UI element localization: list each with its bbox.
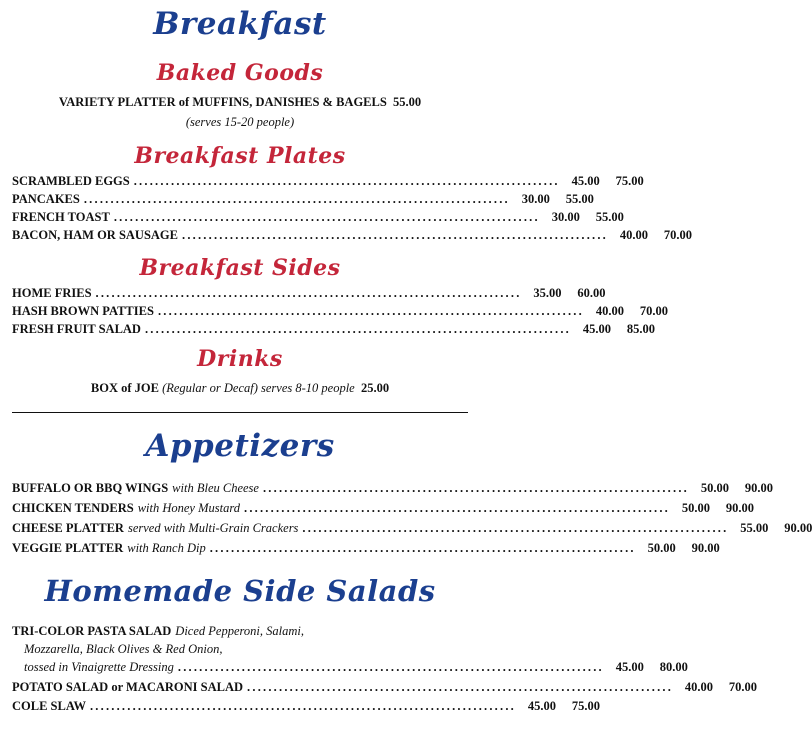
price-large: 55.00 [565, 192, 594, 206]
item-name: FRENCH TOAST [12, 210, 110, 224]
variety-platter-line [0, 95, 480, 110]
price-small: 45.00 [527, 699, 556, 713]
item-desc: with Honey Mustard [137, 501, 240, 515]
leader-dots: ................................................................................ [247, 680, 674, 694]
breakfast-sides-title: Breakfast Sides [139, 255, 341, 281]
baked-goods-title: Baked Goods [156, 60, 324, 86]
menu-row [12, 286, 606, 302]
menu-row [12, 699, 600, 715]
item-desc: Diced Pepperoni, Salami, [175, 624, 304, 638]
price-large: 70.00 [663, 228, 692, 242]
price-small: 30.00 [521, 192, 550, 206]
price-small: 50.00 [681, 501, 710, 515]
item-desc: tossed in Vinaigrette Dressing [24, 660, 174, 674]
menu-row [12, 228, 692, 244]
leader-dots: ................................................................................ [157, 304, 584, 318]
price-large: 70.00 [728, 680, 758, 694]
item-desc: served with Multi-Grain Crackers [127, 521, 299, 535]
item-desc: with Bleu Cheese [172, 481, 259, 495]
leader-dots: ................................................................................ [177, 660, 604, 674]
breakfast-title: Breakfast [153, 6, 327, 42]
menu-row [12, 210, 624, 226]
item-name: BUFFALO OR BBQ WINGS [12, 481, 169, 495]
item-name: PANCAKES [12, 192, 80, 206]
box-of-joe-name: BOX of JOE [90, 381, 159, 395]
leader-dots: ................................................................................ [262, 481, 689, 495]
variety-platter-note: (serves 15-20 people) [185, 115, 295, 129]
item-desc: with Ranch Dip [127, 541, 206, 555]
price-large: 90.00 [691, 541, 720, 555]
price-small: 35.00 [533, 286, 562, 300]
leader-dots: ................................................................................ [95, 286, 522, 300]
price-large: 90.00 [744, 481, 773, 495]
leader-dots: ................................................................................ [302, 521, 729, 535]
price-small: 45.00 [615, 660, 644, 674]
item-name: TRI-COLOR PASTA SALAD [12, 624, 172, 638]
drinks-title: Drinks [197, 346, 283, 372]
price-large: 70.00 [639, 304, 668, 318]
item-name: CHEESE PLATTER [12, 521, 124, 535]
item-name: CHICKEN TENDERS [12, 501, 134, 515]
section-divider [12, 412, 468, 413]
side-salads-title: Homemade Side Salads [44, 574, 436, 608]
breakfast-plates-title: Breakfast Plates [134, 143, 346, 169]
price-small: 30.00 [551, 210, 580, 224]
menu-row [12, 322, 655, 338]
menu-row [12, 481, 773, 497]
pasta-salad-desc-line2: Mozzarella, Black Olives & Red Onion, [24, 642, 223, 656]
price-large: 90.00 [725, 501, 754, 515]
leader-dots: ................................................................................ [133, 174, 560, 188]
leader-dots: ................................................................................ [113, 210, 540, 224]
item-name: POTATO SALAD or MACARONI SALAD [12, 680, 244, 694]
price-small: 45.00 [582, 322, 611, 336]
menu-row [12, 304, 668, 320]
variety-platter-of: of [178, 95, 190, 109]
leader-dots: ................................................................................ [144, 322, 571, 336]
menu-row [12, 174, 644, 190]
price-small: 40.00 [595, 304, 624, 318]
pasta-salad-row [12, 624, 468, 640]
pasta-salad-price-row [12, 660, 688, 676]
price-small: 50.00 [700, 481, 729, 495]
leader-dots: ................................................................................ [244, 501, 670, 515]
item-name: VEGGIE PLATTER [12, 541, 124, 555]
price-large: 85.00 [626, 322, 655, 336]
leader-dots: ................................................................................ [182, 228, 608, 242]
variety-platter-rest: MUFFINS, DANISHES & BAGELS [192, 95, 387, 109]
appetizers-title: Appetizers [145, 428, 335, 464]
price-large: 75.00 [571, 699, 600, 713]
price-small: 40.00 [684, 680, 714, 694]
box-of-joe-line [0, 381, 480, 396]
price-large: 80.00 [659, 660, 688, 674]
variety-platter-price: 55.00 [393, 95, 422, 109]
box-of-joe-desc: (Regular or Decaf) serves 8-10 people [162, 381, 355, 395]
price-small: 45.00 [571, 174, 600, 188]
item-name: COLE SLAW [12, 699, 86, 713]
price-large: 60.00 [577, 286, 606, 300]
price-large: 75.00 [615, 174, 644, 188]
menu-row [12, 541, 720, 557]
leader-dots: ................................................................................ [83, 192, 510, 206]
menu-row [12, 521, 812, 537]
item-name: HASH BROWN PATTIES [12, 304, 154, 318]
price-small: 50.00 [647, 541, 676, 555]
price-small: 40.00 [619, 228, 648, 242]
box-of-joe-price: 25.00 [360, 381, 390, 395]
menu-row [12, 501, 754, 517]
menu-row [12, 680, 758, 696]
price-large: 55.00 [595, 210, 624, 224]
price-small: 55.00 [740, 521, 769, 535]
price-large: 90.00 [784, 521, 812, 535]
item-name: SCRAMBLED EGGS [12, 174, 130, 188]
item-name: HOME FRIES [12, 286, 92, 300]
leader-dots: ................................................................................ [89, 699, 516, 713]
item-name: BACON, HAM OR SAUSAGE [12, 228, 178, 242]
leader-dots: ................................................................................ [209, 541, 636, 555]
menu-row [12, 192, 594, 208]
item-name: FRESH FRUIT SALAD [12, 322, 141, 336]
variety-platter-name: VARIETY PLATTER [58, 95, 176, 109]
